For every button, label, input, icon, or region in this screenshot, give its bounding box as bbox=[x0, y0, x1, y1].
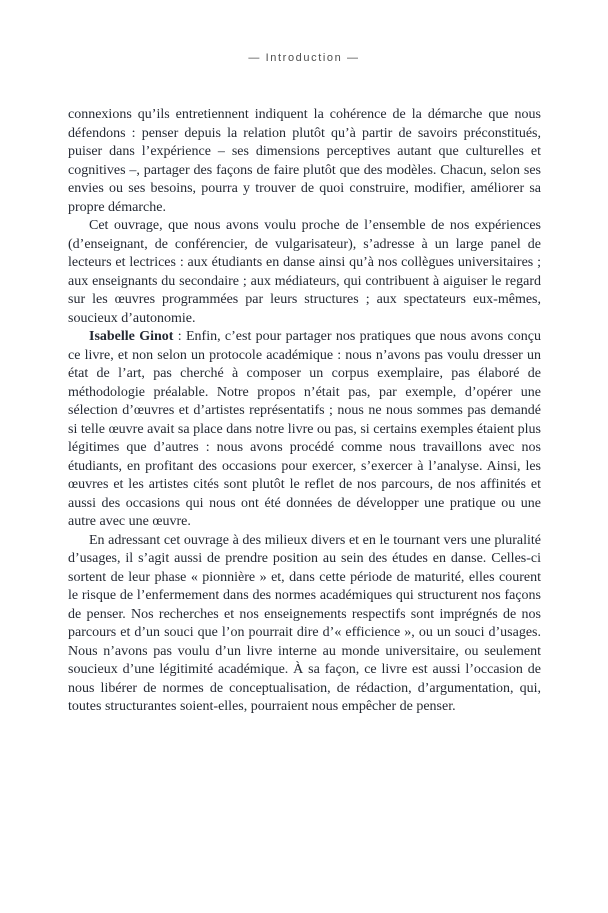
paragraph-2-text: Cet ouvrage, que nous avons voulu proche de l’ensemble de nos expériences (d’enseignant, de conférencier, de vulgarisateur), s’adresse à un large panel de lecteurs et lectrices : aux étudiants en danse ainsi qu’à nos collègues universitaires ; aux enseignants du secondaire ; aux médiateurs, qui contribuent à aiguiser le regard sur les œuvres programmées par leurs structures ; aux spectateurs eux-mêmes, soucieux d’autonomie. bbox=[68, 218, 541, 326]
paragraph-1 bbox=[68, 106, 541, 217]
paragraph-3 bbox=[68, 328, 541, 532]
running-header: — Introduction — bbox=[248, 52, 360, 64]
text-block bbox=[68, 106, 541, 717]
paragraph-4-text: En adressant cet ouvrage à des milieux divers et en le tournant vers une pluralité d’usages, il s’agit aussi de prendre position au sein des études en danse. Celles-ci sortent de leur phase « pionnière » et, dans cette période de maturité, elles courent le risque de l’enfermement dans des normes académiques qui structurent nos façons de penser. Nos recherches et nos enseignements respectifs sont imprégnés de nos parcours et d’un souci que l’on pourrait dire d’« efficience », ou un souci d’usages. Nous n’avons pas voulu d’un livre interne au monde universitaire, ou seulement soucieux d’une légitimité académique. À sa façon, ce livre est aussi l’occasion de nous libérer de normes de conceptualisation, de rédaction, d’argumentation, qui, toutes structurantes soient-elles, pourraient nous empêcher de penser. bbox=[68, 532, 541, 714]
paragraph-2 bbox=[68, 217, 541, 328]
paragraph-4 bbox=[68, 532, 541, 717]
speaker-name: Isabelle Ginot bbox=[89, 329, 174, 344]
paragraph-3-text: : Enfin, c’est pour partager nos pratiques que nous avons conçu ce livre, et non selon un protocole académique : nous n’avons pas voulu dresser un état de l’art, pas cherché à composer un corpus exemplaire, pas élaboré de méthodologie préalable. Notre propos n’était pas, par exemple, d’opérer une sélection d’œuvres et d’artistes représentatifs ; nous ne nous sommes pas demandé si telle œuvre avait sa place dans notre livre ou pas, si certains exemples étaient plus légitimes que d’autres : nous avons procédé comme nous travaillons avec nos étudiants, en profitant des occasions pour exercer, s’exercer à l’analyse. Ainsi, les œuvres et les artistes cités sont plutôt le reflet de nos parcours, de nos affinités et aussi des occasions qui nous ont été données de développer une pratique ou une autre avec une œuvre. bbox=[68, 329, 541, 529]
paragraph-1-text: connexions qu’ils entretiennent indiquent la cohérence de la démarche que nous défendons : penser depuis la relation plutôt qu’à partir de savoirs préconstitués, puiser dans l’expérience – ses dimensions perceptives autant que culturelles et cognitives –, partager des façons de faire plutôt que des modèles. Chacun, selon ses envies ou ses besoins, pourra y trouver de quoi construire, modifier, améliorer sa propre démarche. bbox=[68, 107, 541, 215]
